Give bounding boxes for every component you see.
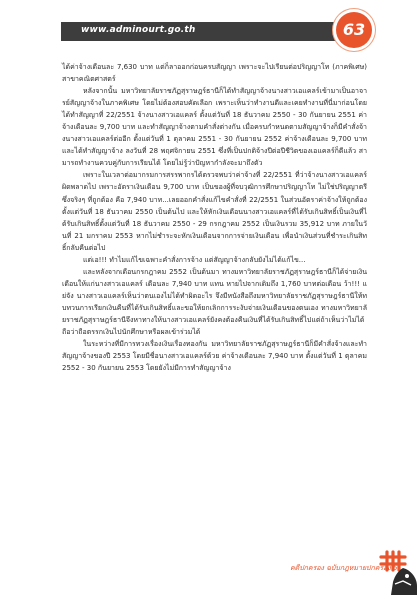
paragraph: และหลังจากเดือนกรกฎาคม 2552 เป็นต้นมา ทางมหาวิทยาลัยราชภัฏสุราษฎร์ธานีก็ได้จ่ายเงินเดือนให้แก่นางสาวเอแคลร์ เดือนละ 7,940 บาท แทน หายไปจากเดิมถึง 1,760 บาทต่อเดือน ว้า!!! แย่จัง นางสาวเอแคลร์เห็นว่าตนเองไม่ได้ทำผิดอะไร จึงมีหนังสือถึงมหาวิทยาลัยราชภัฏสุราษฎร์ธานีให้ทบทวนการเรียกเงินคืนที่ได้รับเกินสิทธิ์และขอให้ยกเลิกการระงับจ่ายเงินเดือนของตนเอง ทางมหาวิทยาลัยราชภัฏสุราษฎร์ธานีจึงหาทางให้นางสาวเอแคลร์ยังคงต้องคืนเงินที่ได้รับเกินสิทธิ์ไปแต่ถ้าเห็นว่าไม่ได้ถือว่าถือตรรกเงินไปนักศึกษาหรือผลเข้าร่วมได้ (62, 267, 367, 337)
paragraph: เพราะในเวลาต่อมากรมการสรรพากรได้ตรวจพบว่าค่าจ้างที่ 22/2551 ที่ว่าจ้างนางสาวเอแคลร์ผิดพลาดไป เพราะอัตราเงินเดือน 9,700 บาท เป็นของผู้ที่จบวุฒิการศึกษาปริญญาโท ไม่ใช่ปริญญาตรีซึ่งจริงๆ ที่ถูกต้อง คือ 7,940 บาท...เลยออกคำสั่งแก้ไขคำสั่งที่ 22/2551 ในส่วนอัตราค่าจ้างให้ถูกต้อง ตั้งแต่วันที่ 18 ธันวาคม 2550 เป็นต้นไป และให้หักเงินเดือนนางสาวเอแคลร์ที่ได้รับเกินสิทธิ์เป็นเงินที่ได้รับเกินสิทธิ์ตั้งแต่วันที่ 18 ธันวาคม 2550 - 29 กรกฎาคม 2552 เป็นเงินรวม 35,912 บาท ภายในวันที่ 21 มกราคม 2553 หากไม่ชำระจะหักเงินเดือนจากการจ่ายเงินเดือน เพื่อนำเงินส่วนที่ชำระเกินสิทธิ์กลับคืนต่อไป (62, 171, 367, 252)
page-number-badge (336, 12, 372, 48)
header-bar (61, 22, 344, 41)
court-logo-icon (373, 548, 420, 595)
article-body (62, 61, 367, 374)
site-url: www.adminourt.go.th (81, 25, 196, 35)
paragraph: หลังจากนั้น มหาวิทยาลัยราชภัฏสุราษฎร์ธานีก็ได้ทำสัญญาจ้างนางสาวเอแคลร์เข้ามาเป็นอาจารย์สัญญาจ้างในภาคพิเศษ โดยไม่ต้องสอบคัดเลือก เพราะเห็นว่าทำงานดีและเคยทำงานที่นี่มาก่อนโดยได้ทำสัญญาที่ 22/2551 จ้างนางสาวเอแคลร์ ตั้งแต่วันที่ 18 ธันวาคม 2550 - 30 กันยายน 2551 ค่าจ้างเดือนละ 9,700 บาท และทำสัญญาจ้างตามคำสั่งต่างกัน เมื่อครบกำหนดตามสัญญาจ้างก็มีคำสั่งจ้างนางสาวเอแคลร์ต่ออีก ตั้งแต่วันที่ 1 ตุลาคม 2551 - 30 กันยายน 2552 ค่าจ้างเดือนละ 9,700 บาท และได้ทำสัญญาจ้าง ลงวันที่ 28 พฤศจิกายน 2551 ซึ่งที่เป็นปกติจ้างปีต่อปีชีวิตของเอแคลร์ก็ดีแล้ว สามารถทำงานควบคู่กับการเรียนได้ โดยไม่รู้ว่าปัญหากำลังจะมาถึงตัว (62, 87, 367, 168)
page-number: 63 (342, 20, 366, 39)
footer-caption: คดีปกครอง ฉบับกฎหมายปกครอง 5 (290, 564, 398, 572)
paragraph: ในระหว่างที่มีการทวงเรื่องเงินเรื่องทองกัน มหาวิทยาลัยราชภัฏสุราษฎร์ธานีก็มีคำสั่งจ้างและทำสัญญาจ้างของปี 2553 โดยมีชื่อนางสาวเอแคลร์ด้วย ค่าจ้างเดือนละ 7,940 บาท ตั้งแต่วันที่ 1 ตุลาคม 2552 - 30 กันยายน 2553 โดยยังไม่มีการทำสัญญาจ้าง (62, 340, 367, 373)
paragraph: ได้ค่าจ้างเดือนละ 7,630 บาท แต่ก็ลาออกก่อนครบสัญญา เพราะจะไปเรียนต่อปริญญาโท (ภาคพิเศษ) สาขาคณิตศาสตร์ (62, 63, 367, 84)
paragraph: แต่เอ!!! ทำไมแก้ไขเฉพาะคำสั่งการจ้าง แต่สัญญาจ้างกลับยังไม่ได้แก้ไข... (83, 255, 306, 264)
